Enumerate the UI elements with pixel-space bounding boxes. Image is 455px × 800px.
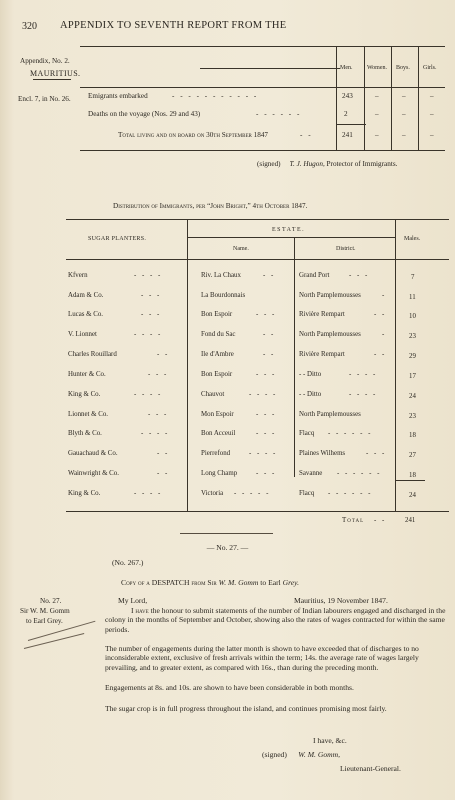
row-label: Deaths on the voyage (Nos. 29 and 43) (88, 110, 201, 118)
table-row: V. Lionnet - - - - Fond du Sac - - North Pamplemousses - 23 (68, 331, 416, 340)
margin-enclosure: Encl. 7, in No. 26. (18, 95, 71, 103)
margin-pen-stroke (24, 633, 84, 649)
closing: I have, &c. (313, 736, 347, 745)
letter-number-heading: — No. 27. — (206, 543, 249, 552)
head-district: District. (336, 246, 356, 252)
document-page: 320 APPENDIX TO SEVENTH REPORT FROM THE Appendix, No. 2. MAURITIUS. Encl. 7, in No. 26. Men. Women. Boys. Girls. Emigrants embarked - - - - - - - - - - - 243 – – – Deaths on the voyage (Nos. 29 and 43) - - - - - - 2 – – – Total living and on board on 30th September 1847 - - 241 – – – (signed) T. J. Hugon, Protector of Immigrants. Distribution of Immigrants, per “John Bright,” 4th October 1847. SUGAR PLANTERS. ESTATE. Name. District. Males. Kfvern - - - - Riv. La Chaux - - Grand Port - - - 7 Adam & Co. - - - La Bourdonnais North Pamplemousses - 11 Lucas & Co. - - - Bon Espoir - - - Rivière Rempart - - 10 V. Lionnet - - - - Fond du Sac - - North Pamplemousses - 23 Charles Rouillard - - Ile d'Ambre - - Rivière Rempart - - 29 Hunter & Co. - - - Bon Espoir - - - - - Ditto - - - - 17 King & Co. - - - - Chauvot - - - - - - Ditto - - - - 24 Lionnet & Co. - - - Mon Espoir - - - North Pamplemousses 23 Blyth & Co. - - - - Bon Acceuil - - - Flacq - - - - - - 18 Gauachaud & Co. - - Pierrefond - - - - Plaines Wilhems - - - 27 Wainwright & Co. - - Long Champ - - - Savanne - - - - - - 18 King & Co. - - - - Victoria - - - - - Flacq - - - - - - 24 Total - - 241 — No. 27. — (No. 267.) Copy of a DESPATCH from Sir W. M. Gomm to Earl Grey. No. 27. Sir W. M. Gomm to Earl Grey. My Lord, Mauritius, 19 November 1847. I have the honour to submit statements of the number of Indian labourers engaged and discharged in the colony in the months of September and October, showing also the rates of wages contracted for within the same periods. The number of engagements during the latter month is shown to have exceeded that of discharges to no inconsiderable extent, exclusive of fresh arrivals within the term; 14s. the average rate of wages largely prevailing, and to greater extent, as compared with 16s., than during the preceding month. Engagements at 8s. and 10s. are shown to have been considerable in both months. The sugar crop is in full progress throughout the island, and continues promising most fairly. I have, &c. (signed) W. M. Gomm, Lieutenant-General. (0, 0, 455, 800)
letter-paragraph: Engagements at 8s. and 10s. are shown to have been considerable in both months. (105, 683, 354, 692)
head-planters: SUGAR PLANTERS. (88, 236, 147, 242)
head-name: Name. (233, 246, 249, 252)
letter-paragraph: I have the honour to submit statements of the number of Indian labourers engaged and discharged in the colony in the months of September and October, showing also the rates of wages contracted for within the same periods. (105, 606, 446, 634)
table-row: Gauachaud & Co. - - Pierrefond - - - - Plaines Wilhems - - - 27 (68, 450, 416, 459)
table-row: Charles Rouillard - - Ile d'Ambre - - Rivière Rempart - - 29 (68, 351, 416, 360)
table-row: Kfvern - - - - Riv. La Chaux - - Grand Port - - - 7 (68, 272, 415, 281)
table-row: King & Co. - - - - Victoria - - - - - Flacq - - - - - - 24 (68, 490, 416, 499)
col-men: Men. (340, 65, 353, 71)
margin-colony: MAURITIUS. (30, 69, 81, 78)
section-rule (180, 533, 273, 534)
row-label: Emigrants embarked (88, 92, 148, 100)
total-men: 241 (342, 131, 353, 139)
total-row: Total - - 241 (342, 517, 416, 524)
letter-ref: (No. 267.) (112, 558, 144, 567)
letter-paragraph: The number of engagements during the latter month is shown to have exceeded that of discharges to no inconsiderable extent, exclusive of fresh arrivals within the term; 14s. the average rate of wages largely prevailing, and to greater extent, as compared with 16s., than during the preceding month. (105, 644, 419, 672)
distribution-title: Distribution of Immigrants, per “John Bright,” 4th October 1847. (113, 202, 308, 210)
col-boys: Boys. (396, 65, 410, 71)
table-row: Lionnet & Co. - - - Mon Espoir - - - North Pamplemousses 23 (68, 411, 416, 420)
head-males: Males. (404, 236, 421, 242)
total-label: Total living and on board on 30th September 1847 (118, 131, 269, 139)
margin-letter-to: to Earl Grey. (26, 617, 63, 625)
letter-paragraph: The sugar crop is in full progress throughout the island, and continues promising most fairly. (105, 704, 387, 713)
margin-letter-from: Sir W. M. Gomm (20, 607, 70, 615)
head-estate: ESTATE. (272, 227, 306, 233)
margin-rule (33, 79, 71, 80)
row-men: 2 (344, 110, 348, 118)
summary-signature: (signed) T. J. Hugon, Protector of Immigrants. (257, 160, 398, 168)
margin-appendix: Appendix, No. 2. (20, 57, 70, 65)
letter-title: Copy of a DESPATCH from Sir W. M. Gomm to Earl Grey. (121, 578, 300, 587)
salutation: My Lord, (118, 596, 148, 605)
table-row: Adam & Co. - - - La Bourdonnais North Pamplemousses - 11 (68, 292, 416, 301)
col-girls: Girls. (423, 65, 437, 71)
page-number: 320 (22, 21, 37, 32)
signer-rank: Lieutenant-General. (340, 764, 401, 773)
signature-line: (signed) W. M. Gomm, (262, 750, 340, 759)
table-row: Blyth & Co. - - - - Bon Acceuil - - - Flacq - - - - - - 18 (68, 430, 416, 439)
row-men: 243 (342, 92, 353, 100)
table-row: Wainwright & Co. - - Long Champ - - - Savanne - - - - - - 18 (68, 470, 416, 479)
col-women: Women. (367, 65, 388, 71)
margin-letter-no: No. 27. (40, 597, 62, 605)
running-head: APPENDIX TO SEVENTH REPORT FROM THE (60, 20, 287, 31)
table-row: Lucas & Co. - - - Bon Espoir - - - Rivière Rempart - - 10 (68, 311, 416, 320)
table-row: Hunter & Co. - - - Bon Espoir - - - - - Ditto - - - - 17 (68, 371, 416, 380)
place-date: Mauritius, 19 November 1847. (294, 596, 388, 605)
table-row: King & Co. - - - - Chauvot - - - - - - Ditto - - - - 24 (68, 391, 416, 400)
